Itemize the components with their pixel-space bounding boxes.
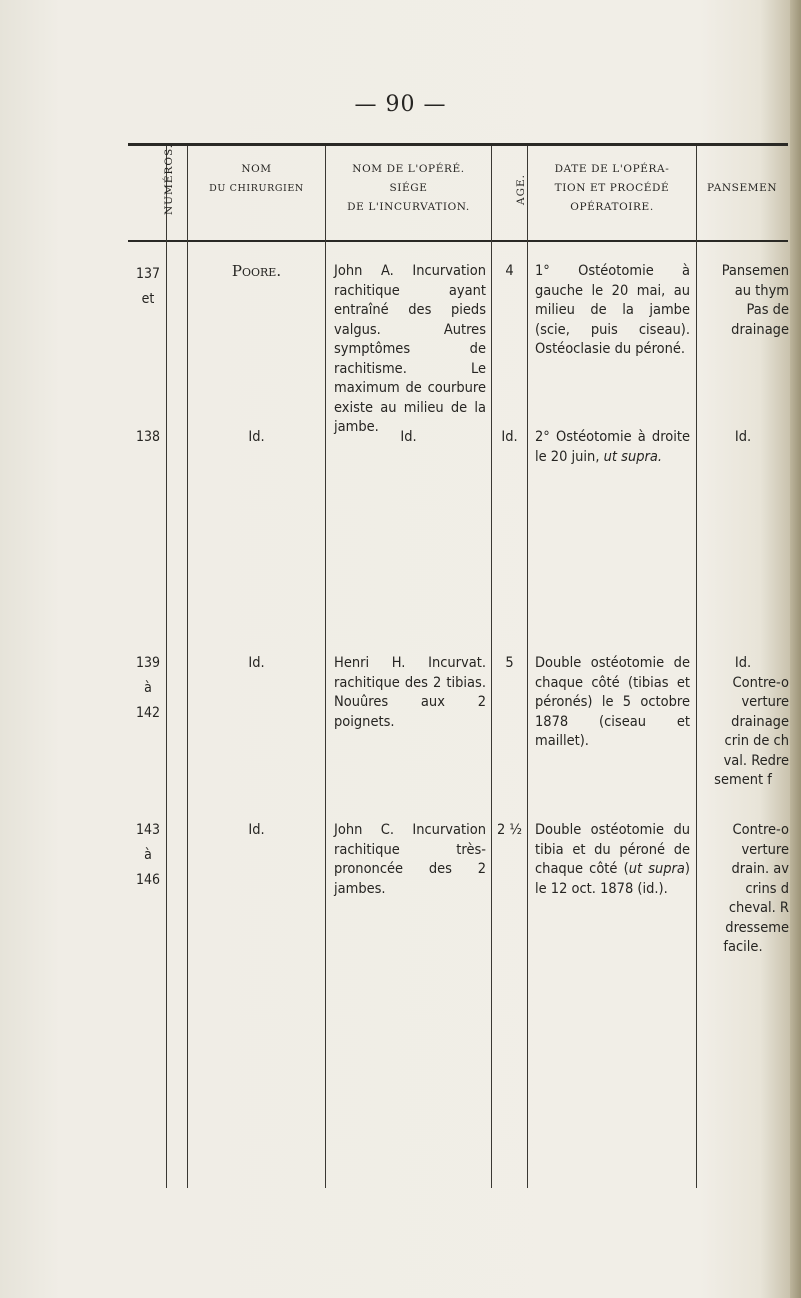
row-opere: Id. bbox=[400, 429, 417, 445]
row-date bbox=[535, 821, 690, 899]
row-age: Id. bbox=[501, 429, 518, 445]
header-opere bbox=[326, 160, 491, 217]
header-line: DU CHIRURGIEN bbox=[209, 183, 304, 194]
header-line: TION ET PROCÉDÉ bbox=[554, 182, 670, 194]
row-numero bbox=[128, 262, 168, 312]
row-pansement bbox=[697, 821, 789, 958]
column-divider bbox=[325, 146, 326, 1188]
date-text: ) le 12 oct. 1878 (id.). bbox=[535, 861, 691, 897]
pansement-line: Pas de bbox=[746, 302, 789, 318]
pansement-line: Id. bbox=[734, 655, 752, 671]
row-pansement bbox=[697, 654, 789, 791]
row-age: 5 bbox=[505, 655, 514, 671]
pansement-line: dresseme bbox=[725, 919, 789, 936]
row-numero bbox=[128, 651, 168, 726]
header-line: SIÉGE bbox=[389, 182, 428, 194]
page-number: — 90 — bbox=[354, 92, 447, 117]
table-top-rule bbox=[128, 143, 788, 146]
header-bottom-rule bbox=[128, 240, 788, 242]
header-line: DATE DE L'OPÉRA- bbox=[554, 163, 670, 175]
pansement-line: Contre-o bbox=[732, 674, 789, 691]
row-age: 4 bbox=[505, 263, 514, 279]
row-opere: John C. Incurvation rachitique très-prononcée des 2 jambes. bbox=[334, 822, 486, 897]
row-opere: John A. Incurvation rachitique ayant entraîné des pieds valgus. Autres symptômes de rachitisme. Le maximum de courbure existe au milieu de la jambe. bbox=[334, 263, 486, 435]
pansement-line: drain. av bbox=[731, 861, 789, 877]
row-pansement bbox=[697, 428, 789, 448]
numero-line: 146 bbox=[135, 872, 161, 888]
date-text: Double ostéotomie du tibia et du péroné de chaque côté ( bbox=[535, 822, 690, 877]
row-chirurgien: Poore. bbox=[231, 262, 282, 280]
header-age: AGE. bbox=[515, 174, 527, 205]
numero-line: à bbox=[144, 680, 152, 696]
pansement-line: drainage bbox=[731, 713, 789, 730]
row-date: Double ostéotomie de chaque côté (tibias et péronés) le 5 octobre 1878 (ciseau et maillet). bbox=[535, 655, 690, 749]
header-line: NOM bbox=[241, 163, 272, 175]
numero-line: à bbox=[144, 847, 152, 863]
pansement-line: verture bbox=[741, 694, 789, 710]
numero-line: 137 bbox=[135, 266, 161, 282]
date-text: 2° Ostéotomie à droite le 20 juin, bbox=[535, 429, 690, 465]
pansement-line: verture bbox=[741, 841, 789, 858]
header-pansement bbox=[697, 179, 792, 198]
header-line: DE L'INCURVATION. bbox=[347, 201, 470, 213]
pansement-line: val. Redre bbox=[723, 752, 789, 769]
row-numero bbox=[128, 818, 168, 893]
date-italic: ut supra bbox=[628, 861, 685, 877]
row-pansement bbox=[697, 262, 789, 340]
pansement-line: cheval. R bbox=[728, 900, 789, 916]
row-opere: Henri H. Incurvat. rachitique des 2 tibias. Nouûres aux 2 poignets. bbox=[334, 655, 486, 730]
row-chirurgien: Id. bbox=[248, 655, 265, 671]
header-numeros: NUMÉROS. bbox=[163, 143, 175, 215]
page-edge-shadow bbox=[790, 0, 801, 1298]
header-line: PANSEMEN bbox=[707, 182, 778, 194]
row-age: 2 ½ bbox=[496, 822, 523, 838]
numero-line: 138 bbox=[135, 429, 161, 445]
numero-line: 142 bbox=[135, 705, 161, 721]
row-date bbox=[535, 428, 690, 467]
pansement-line: Pansemen bbox=[721, 263, 789, 279]
pansement-line: crin de ch bbox=[724, 733, 789, 749]
pansement-line: crins d bbox=[745, 880, 789, 897]
numero-line: 143 bbox=[135, 822, 161, 838]
pansement-line: Id. bbox=[734, 429, 752, 445]
pansement-line: Contre-o bbox=[732, 822, 789, 838]
date-italic: ut supra. bbox=[603, 448, 662, 465]
header-line: NOM DE L'OPÉRÉ. bbox=[352, 163, 465, 175]
header-line: OPÉRATOIRE. bbox=[570, 201, 654, 213]
row-chirurgien: Id. bbox=[248, 429, 265, 445]
pansement-line: au thym bbox=[734, 282, 789, 299]
numero-line: 139 bbox=[135, 655, 161, 671]
numero-line: et bbox=[141, 291, 155, 307]
row-chirurgien: Id. bbox=[248, 822, 265, 838]
column-divider bbox=[527, 146, 528, 1188]
pansement-line: facile. bbox=[723, 939, 763, 955]
row-numero bbox=[128, 425, 168, 450]
header-date bbox=[528, 160, 696, 217]
pansement-line: drainage bbox=[731, 321, 789, 338]
row-date: 1° Ostéotomie à gauche le 20 mai, au milieu de la jambe (scie, puis ciseau). Ostéoclasie du péroné. bbox=[535, 263, 690, 357]
header-chirurgien bbox=[188, 160, 325, 198]
pansement-line: sement f bbox=[714, 772, 772, 788]
